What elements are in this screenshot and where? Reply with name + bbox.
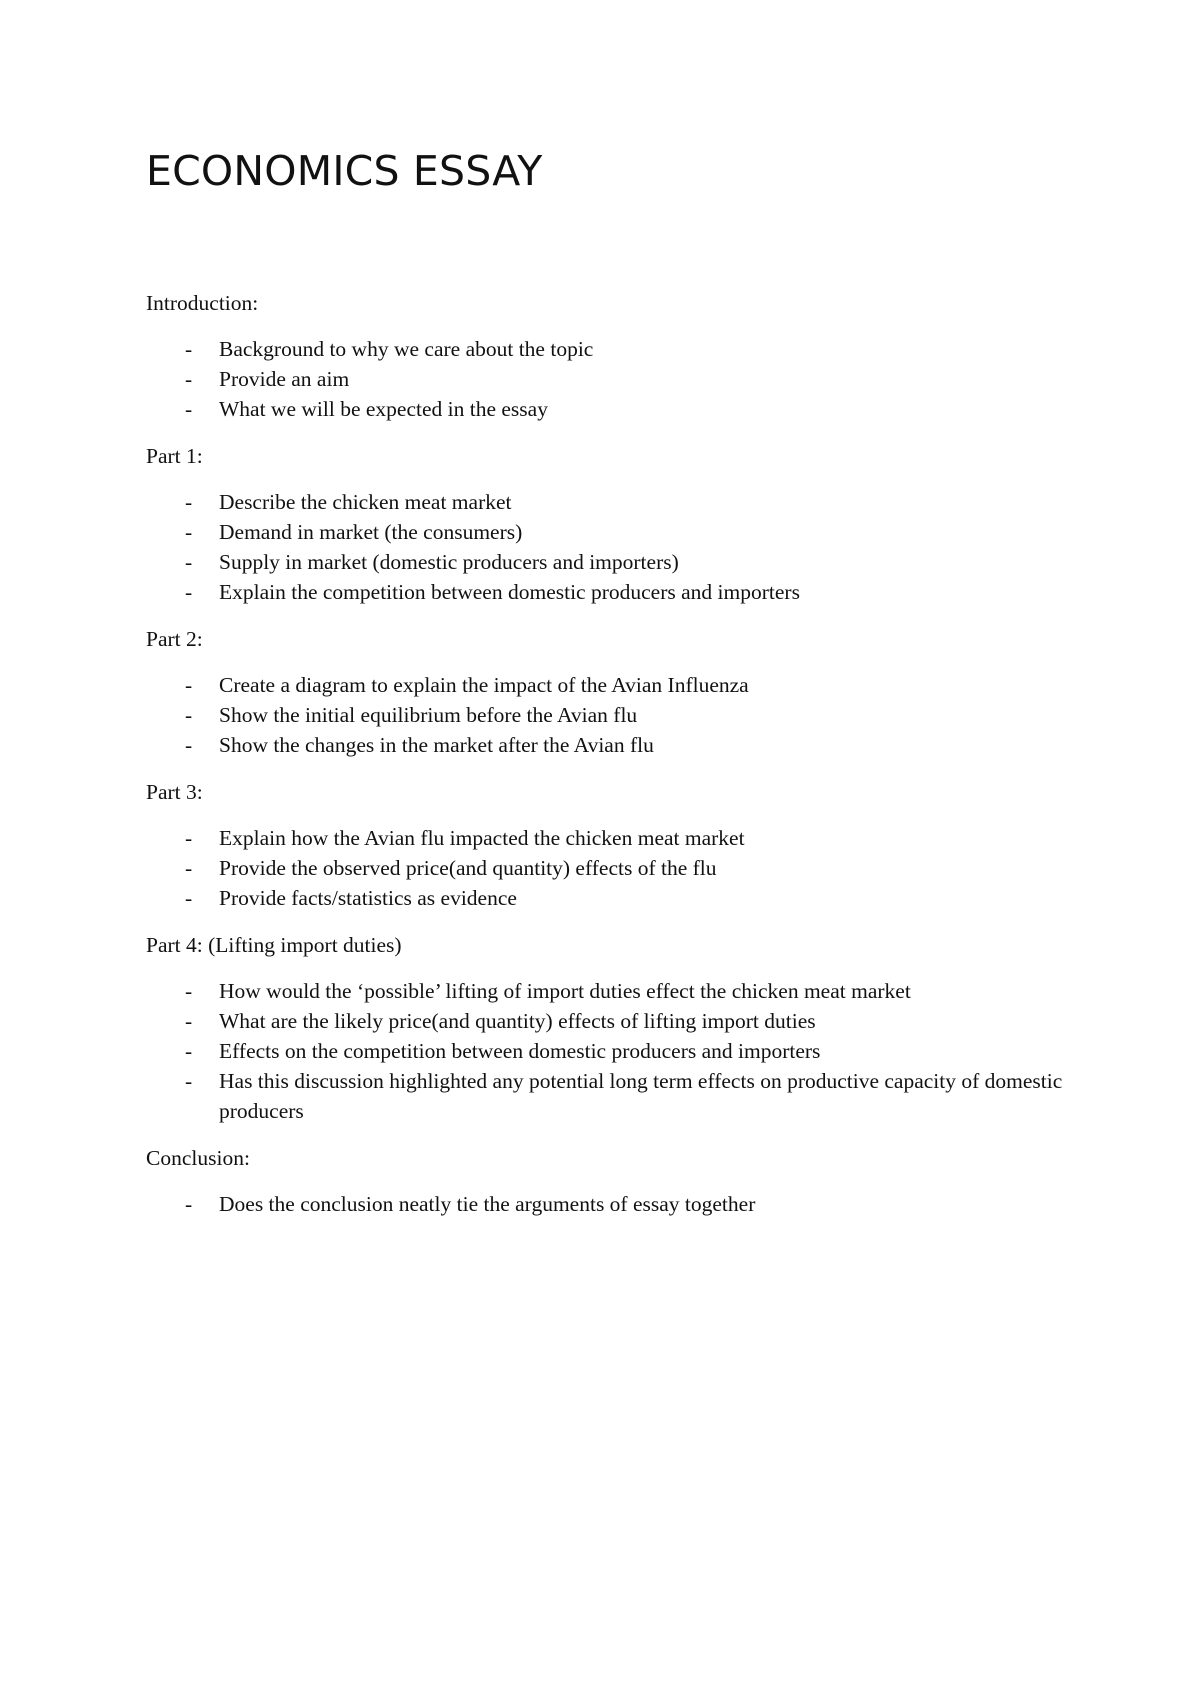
dash-bullet: - [185,1192,193,1216]
bullet-list [146,976,1066,1126]
list-item-text: What are the likely price(and quantity) effects of lifting import duties [219,1009,816,1033]
section-heading: Conclusion: [146,1146,250,1170]
list-item-text: Has this discussion highlighted any potential long term effects on productive capacity of domestic producers [219,1069,1063,1123]
list-item [146,487,1066,517]
dash-bullet: - [185,337,193,361]
list-item [146,334,1066,364]
dash-bullet: - [185,673,193,697]
bullet-list [146,334,1066,424]
list-item [146,823,1066,853]
list-item-text: What we will be expected in the essay [219,397,548,421]
dash-bullet: - [185,733,193,757]
bullet-list [146,487,1066,607]
list-item-text: Provide facts/statistics as evidence [219,886,517,910]
list-item-text: Provide an aim [219,367,350,391]
list-item [146,1189,1066,1219]
bullet-list [146,1189,1066,1219]
dash-bullet: - [185,979,193,1003]
section-part-2 [146,624,1066,760]
bullet-list [146,670,1066,760]
list-item [146,577,1066,607]
list-item-text: Supply in market (domestic producers and importers) [219,550,679,574]
dash-bullet: - [185,856,193,880]
list-item-text: Background to why we care about the topic [219,337,594,361]
list-item-text: Create a diagram to explain the impact of the Avian Influenza [219,673,749,697]
section-part-4 [146,930,1066,1126]
section-heading: Part 2: [146,627,203,651]
list-item-text: Describe the chicken meat market [219,490,512,514]
bullet-list [146,823,1066,913]
section-part-1 [146,441,1066,607]
list-item-text: Explain how the Avian flu impacted the chicken meat market [219,826,745,850]
list-item [146,1066,1066,1126]
list-item-text: Explain the competition between domestic producers and importers [219,580,800,604]
section-introduction [146,288,1066,424]
list-item [146,853,1066,883]
section-heading: Part 1: [146,444,203,468]
dash-bullet: - [185,367,193,391]
dash-bullet: - [185,550,193,574]
dash-bullet: - [185,1069,193,1093]
section-heading: Introduction: [146,291,259,315]
section-heading: Part 3: [146,780,203,804]
list-item [146,364,1066,394]
list-item [146,700,1066,730]
section-conclusion [146,1143,1066,1219]
list-item-text: Provide the observed price(and quantity) effects of the flu [219,856,717,880]
dash-bullet: - [185,520,193,544]
list-item-text: Show the changes in the market after the Avian flu [219,733,654,757]
list-item-text: Demand in market (the consumers) [219,520,523,544]
list-item [146,976,1066,1006]
list-item [146,883,1066,913]
document-body [146,288,1066,1236]
section-heading: Part 4: (Lifting import duties) [146,933,402,957]
dash-bullet: - [185,1039,193,1063]
dash-bullet: - [185,703,193,727]
list-item [146,730,1066,760]
list-item-text: How would the ‘possible’ lifting of import duties effect the chicken meat market [219,979,911,1003]
list-item-text: Effects on the competition between domestic producers and importers [219,1039,821,1063]
dash-bullet: - [185,826,193,850]
dash-bullet: - [185,1009,193,1033]
list-item [146,670,1066,700]
list-item [146,1036,1066,1066]
list-item-text: Show the initial equilibrium before the Avian flu [219,703,638,727]
document-title: ECONOMICS ESSAY [146,147,543,195]
list-item [146,394,1066,424]
dash-bullet: - [185,490,193,514]
list-item [146,1006,1066,1036]
dash-bullet: - [185,397,193,421]
list-item-text: Does the conclusion neatly tie the arguments of essay together [219,1192,756,1216]
dash-bullet: - [185,580,193,604]
list-item [146,517,1066,547]
list-item [146,547,1066,577]
section-part-3 [146,777,1066,913]
dash-bullet: - [185,886,193,910]
